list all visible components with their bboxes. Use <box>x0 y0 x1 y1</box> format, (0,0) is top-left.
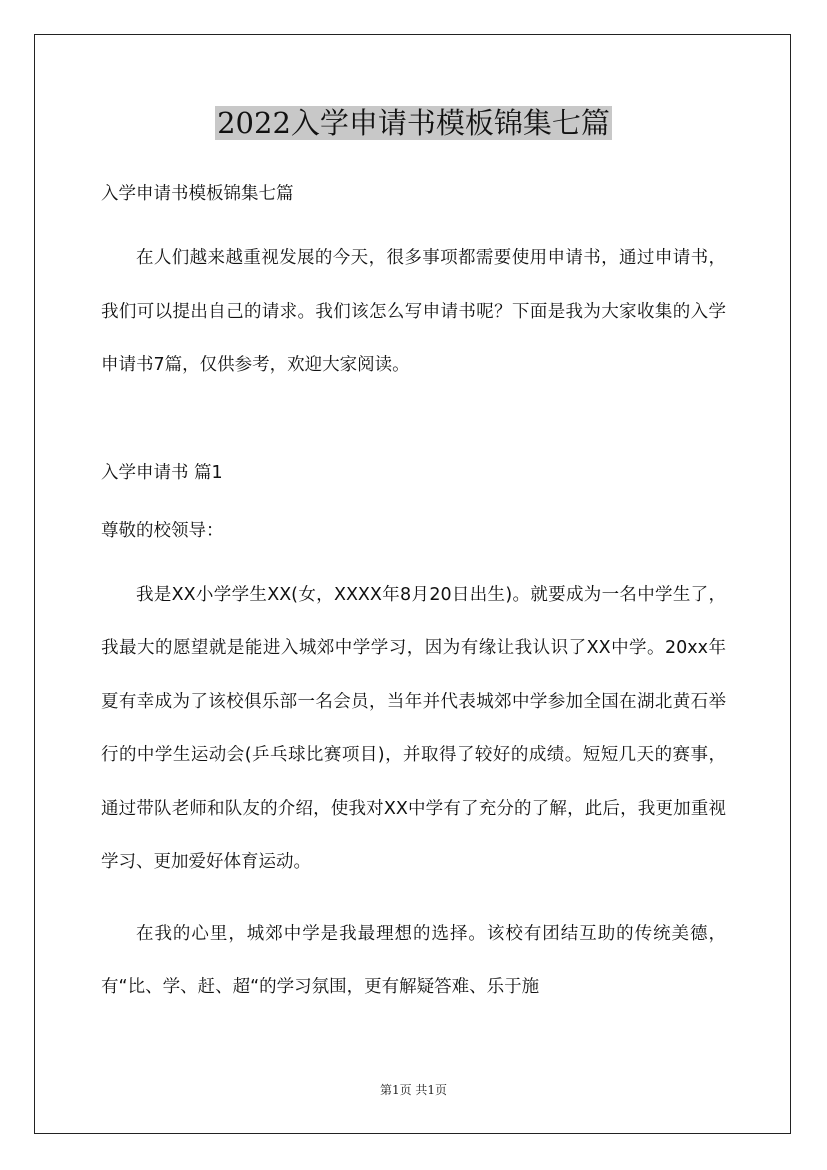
body-paragraph-1: 我是XX小学学生XX(女，XXXX年8月20日出生)。就要成为一名中学生了，我最大的愿望就是能进入城郊中学学习，因为有缘让我认识了XX中学。20xx年夏有幸成为了该校俱乐部一名会员，当年并代表城郊中学参加全国在湖北黄石举行的中学生运动会(乒乓球比赛项目)，并取得了较好的成绩。短短几天的赛事，通过带队老师和队友的介绍，使我对XX中学有了充分的了解，此后，我更加重视学习、更加爱好体育运动。 <box>101 584 726 872</box>
document-body <box>101 174 726 1015</box>
spacer <box>101 214 726 232</box>
section-heading: 入学申请书 篇1 <box>101 462 223 483</box>
document-subtitle: 入学申请书模板锦集七篇 <box>101 184 294 204</box>
body-paragraph-2: 在我的心里，城郊中学是我最理想的选择。该校有团结互助的传统美德，有“比、学、赶、超“的学习氛围，更有解疑答难、乐于施 <box>101 923 726 997</box>
spacer <box>101 493 726 511</box>
document-title <box>0 102 827 144</box>
spacer <box>101 890 726 908</box>
salutation: 尊敬的校领导： <box>101 520 224 541</box>
intro-paragraph: 在人们越来越重视发展的今天，很多事项都需要使用申请书，通过申请书，我们可以提出自己的请求。我们该怎么写申请书呢？下面是我为大家收集的入学申请书7篇，仅供参考，欢迎大家阅读。 <box>101 248 726 375</box>
spacer <box>101 551 726 569</box>
page-footer: 第1页 共1页 <box>379 1083 448 1097</box>
spacer <box>101 393 726 453</box>
document-title-text: 2022入学申请书模板锦集七篇 <box>217 106 610 140</box>
